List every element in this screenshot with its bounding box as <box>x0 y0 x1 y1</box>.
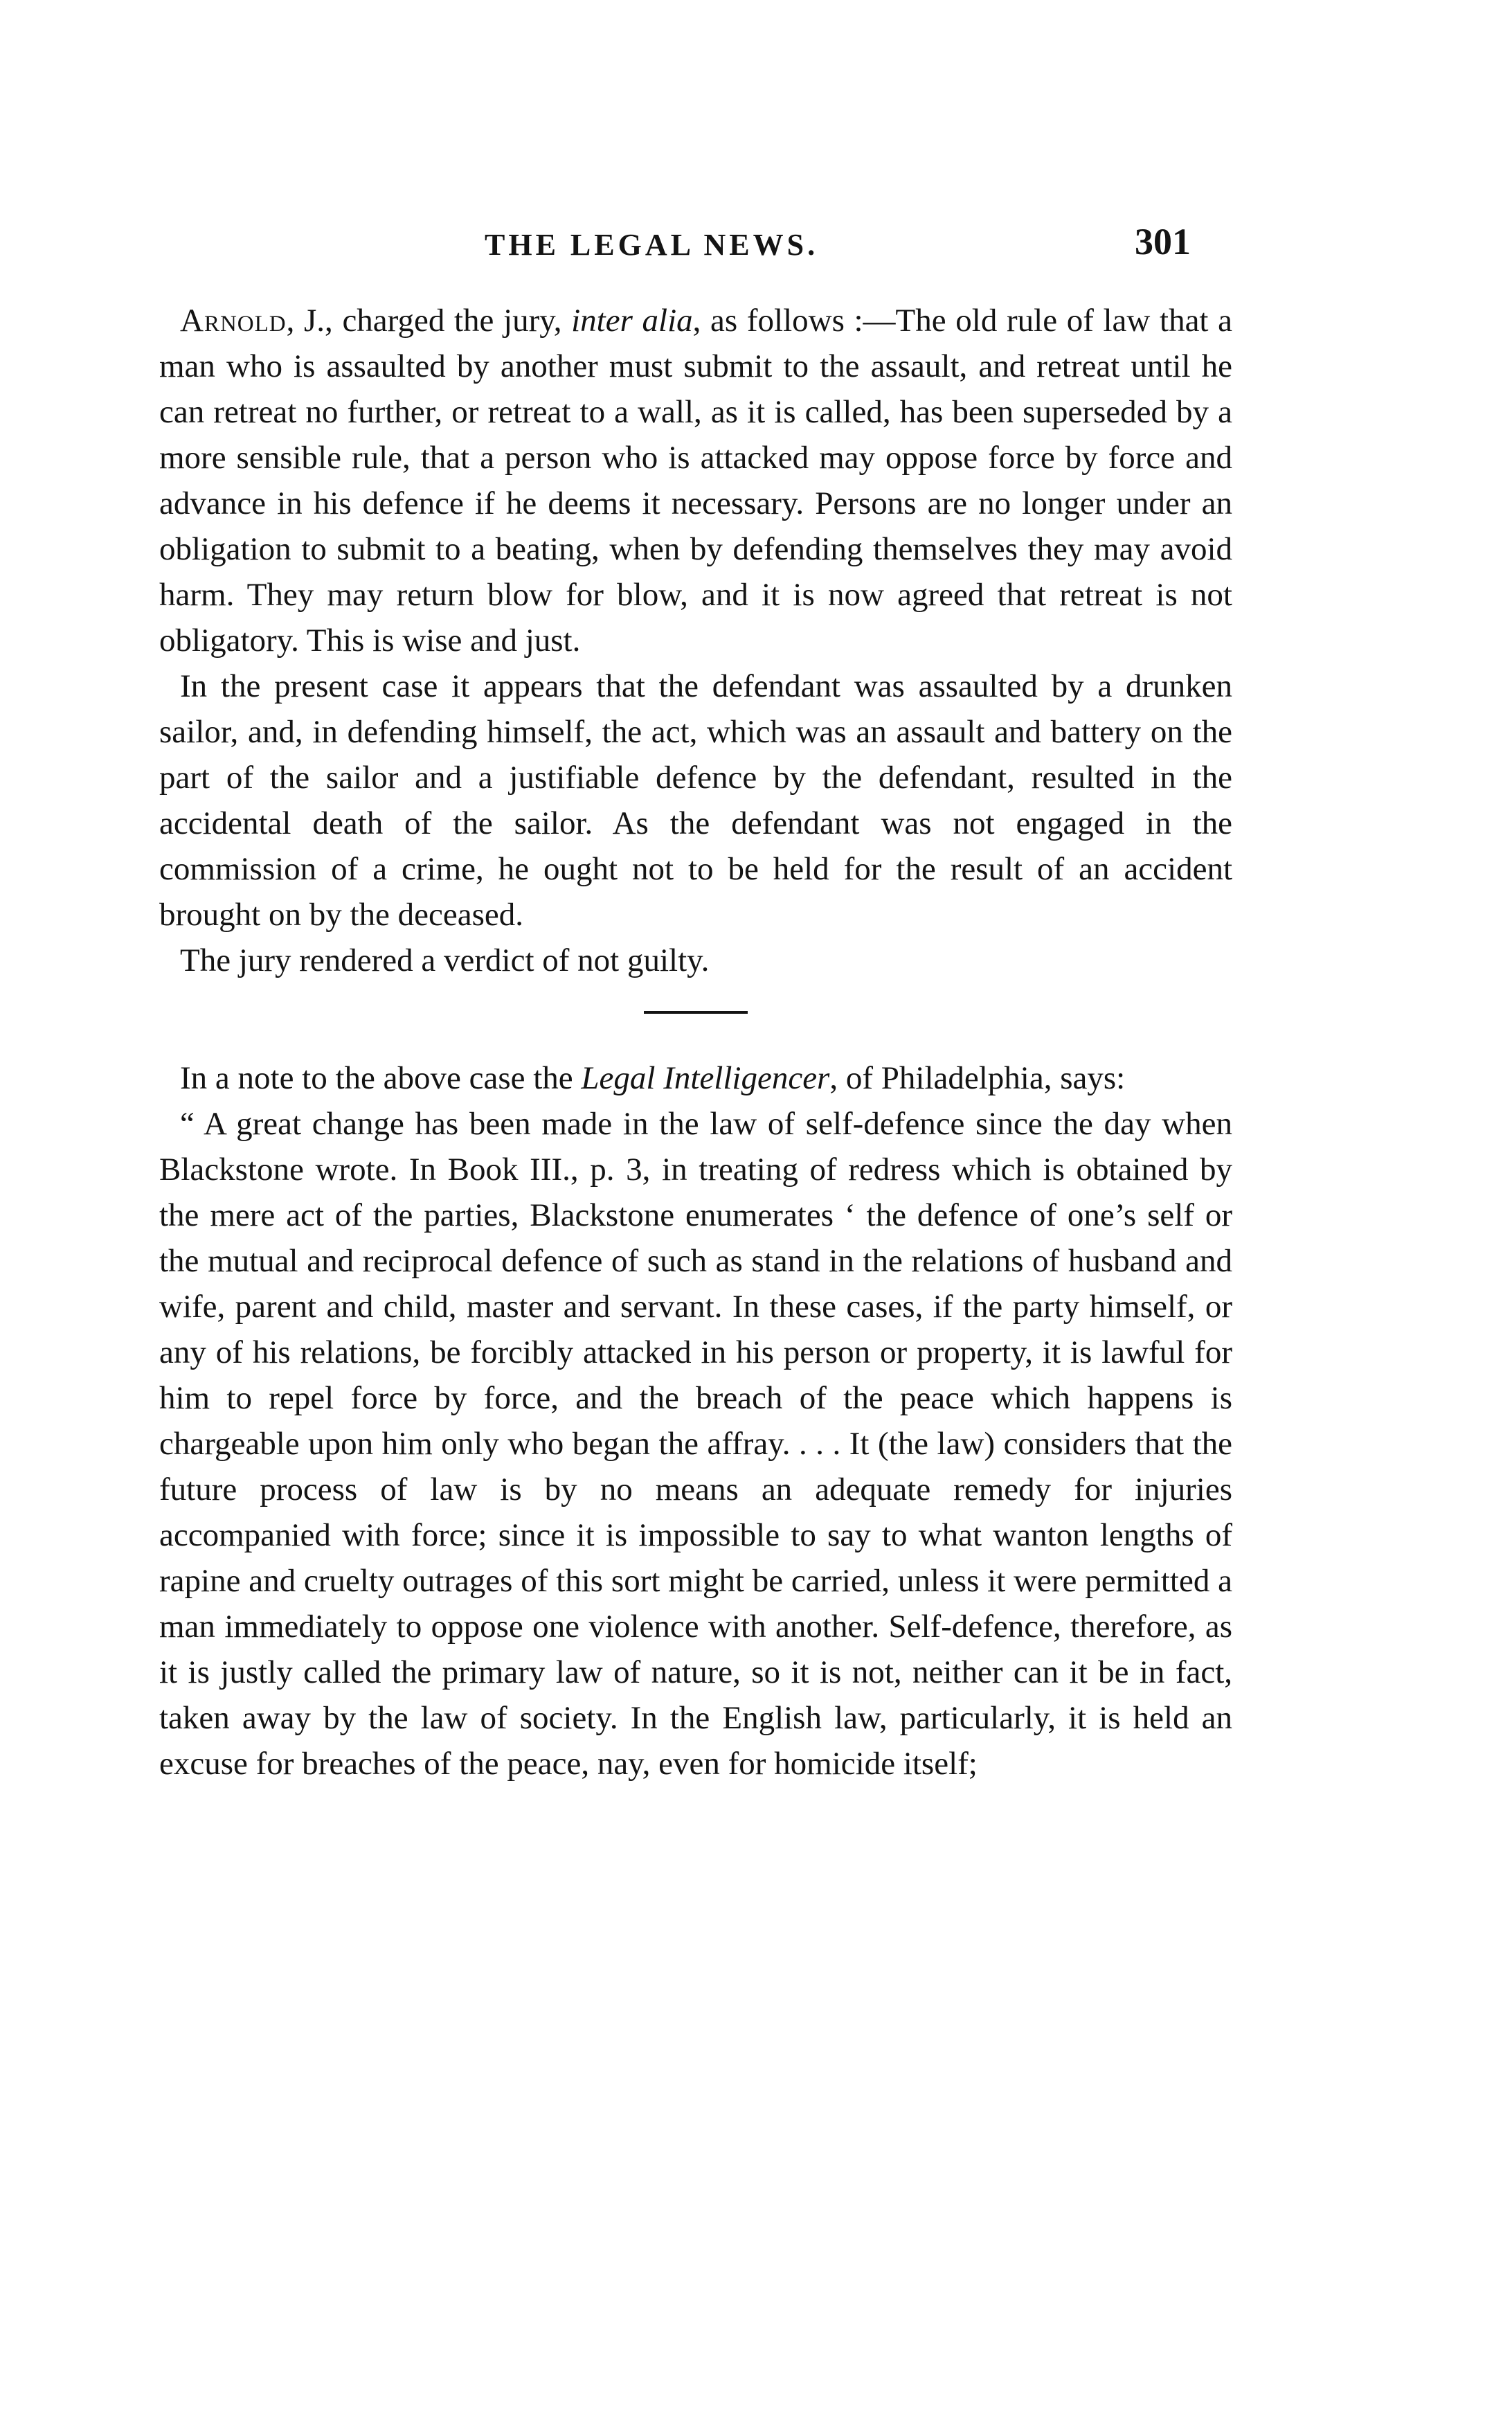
paragraph-text: , J., charged the jury, <box>286 303 572 339</box>
paragraph-text: , of Philadelphia, says: <box>829 1060 1126 1096</box>
publication-title: Legal Intelligencer <box>581 1060 830 1096</box>
paragraph-charge <box>159 298 1232 663</box>
section-divider <box>644 1011 748 1014</box>
running-title: THE LEGAL NEWS. <box>485 228 819 262</box>
article-body <box>159 298 1232 1787</box>
page-number: 301 <box>1135 221 1191 262</box>
paragraph-note-intro <box>159 1055 1232 1101</box>
paragraph-quotation: “ A great change has been made in the law of self-defence since the day when Blackstone wrote. In Book III., p. 3, in treating of redress which is obtained by the mere act of the parties, Blackstone enumerates ‘ the defence of one’s self or the mutual and reciprocal defence of such as stand in the relations of husband and wife, parent and child, master and servant. In these cases, if the party himself, or any of his relations, be forcibly attacked in his person or property, it is lawful for him to repel force by force, and the breach of the peace which happens is chargeable upon him only who began the affray. . . . It (the law) considers that the future process of law is by no means an adequate remedy for injuries accompanied with force; since it is impossible to say to what wanton lengths of rapine and cruelty outrages of this sort might be carried, unless it were permitted a man immediately to oppose one violence with another. Self-defence, therefore, as it is justly called the primary law of nature, so it is not, neither can it be in fact, taken away by the law of society. In the English law, particularly, it is held an excuse for breaches of the peace, nay, even for homicide itself; <box>159 1106 1232 1782</box>
paragraph-text: , as follows :—The old rule of law that a man who is assaulted by another must submit to the assault, and retreat until he can retreat no further, or retreat to a wall, as it is called, has been superseded by a more sensible rule, that a person who is attacked may oppose force by force and advance in his defence if he deems it necessary. Persons are no longer under an obligation to submit to a beating, when by defending themselves they may avoid harm. They may return blow for blow, and it is now agreed that retreat is not obligatory. This is wise and just. <box>159 303 1232 659</box>
judge-name: Arnold <box>180 303 287 339</box>
paragraph-present-case: In the present case it appears that the defendant was assaulted by a drunken sailor, and, in defending himself, the act, which was an assault and battery on the part of the sailor and a justifiable defence by the defendant, resulted in the accidental death of the sailor. As the defendant was not engaged in the commission of a crime, he ought not to be held for the result of an accident brought on by the deceased. <box>159 668 1232 933</box>
paragraph-text: In a note to the above case the <box>180 1060 582 1096</box>
latin-phrase: inter alia <box>571 303 693 339</box>
page-header <box>159 220 1191 276</box>
paragraph-verdict: The jury rendered a verdict of not guilty. <box>180 942 710 978</box>
